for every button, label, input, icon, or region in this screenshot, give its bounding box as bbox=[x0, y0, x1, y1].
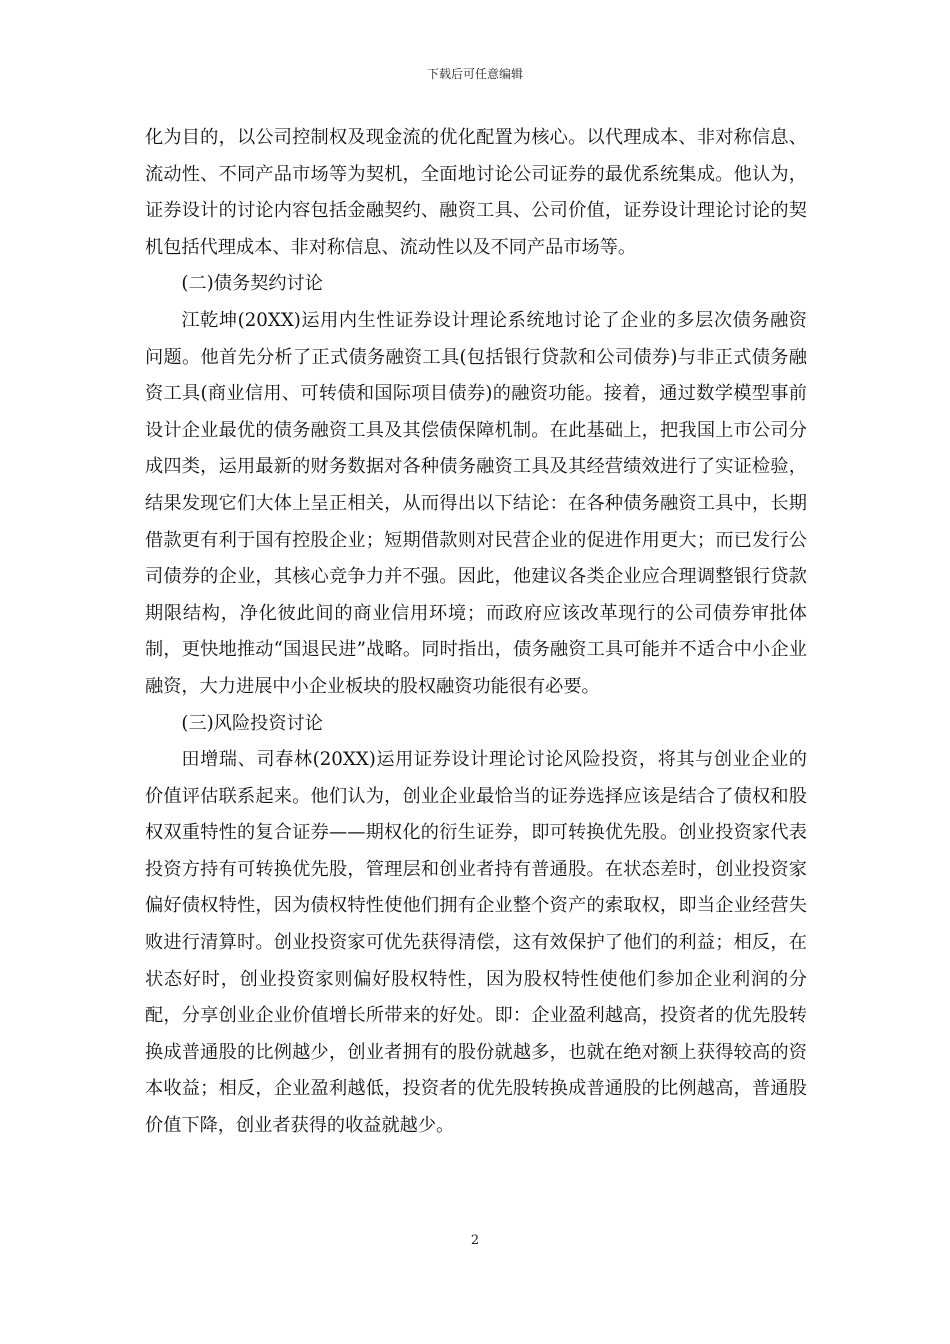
paragraph-continuation: 化为目的，以公司控制权及现金流的优化配置为核心。以代理成本、非对称信息、流动性、不同产品市场等为契机，全面地讨论公司证券的最优系统集成。他认为，证券设计的讨论内容包括金融契约、融资工具、公司价值，证券设计理论讨论的契机包括代理成本、非对称信息、流动性以及不同产品市场等。 bbox=[145, 127, 807, 258]
paragraph-debt-contract: 江乾坤(20XX)运用内生性证券设计理论系统地讨论了企业的多层次债务融资问题。他首先分析了正式债务融资工具(包括银行贷款和公司债券)与非正式债务融资工具(商业信用、可转债和国际项目债券)的融资功能。接着，通过数学模型事前设计企业最优的债务融资工具及其偿债保障机制。在此基础上，把我国上市公司分成四类，运用最新的财务数据对各种债务融资工具及其经营绩效进行了实证检验，结果发现它们大体上呈正相关，从而得出以下结论：在各种债务融资工具中，长期借款更有利于国有控股企业；短期借款则对民营企业的促进作用更大；而已发行公司债券的企业，其核心竞争力并不强。因此，他建议各类企业应合理调整银行贷款期限结构，净化彼此间的商业信用环境；而政府应该改革现行的公司债券审批体制，更快地推动“国退民进”战略。同时指出，债务融资工具可能并不适合中小企业融资，大力进展中小企业板块的股权融资功能很有必要。 bbox=[145, 309, 807, 697]
page-number: 2 bbox=[470, 1233, 480, 1248]
section-heading-debt-contract: (二)债务契约讨论 bbox=[181, 273, 323, 295]
paragraph-venture-capital: 田增瑞、司春林(20XX)运用证券设计理论讨论风险投资，将其与创业企业的价值评估联系起来。他们认为，创业企业最恰当的证券选择应该是结合了债权和股权双重特性的复合证券——期权化的衍生证券，即可转换优先股。创业投资家代表投资方持有可转换优先股，管理层和创业者持有普通股。在状态差时，创业投资家偏好债权特性，因为债权特性使他们拥有企业整个资产的索取权，即当企业经营失败进行清算时。创业投资家可优先获得清偿，这有效保护了他们的利益；相反，在状态好时，创业投资家则偏好股权特性，因为股权特性使他们参加企业利润的分配，分享创业企业价值增长所带来的好处。即：企业盈利越高，投资者的优先股转换成普通股的比例越少，创业者拥有的股份就越多，也就在绝对额上获得较高的资本收益；相反，企业盈利越低，投资者的优先股转换成普通股的比例越高，普通股价值下降，创业者获得的收益就越少。 bbox=[145, 749, 807, 1137]
section-heading-venture-capital: (三)风险投资讨论 bbox=[181, 712, 323, 734]
body-text bbox=[145, 120, 807, 1145]
page-header: 下载后可任意编辑 bbox=[426, 67, 523, 81]
